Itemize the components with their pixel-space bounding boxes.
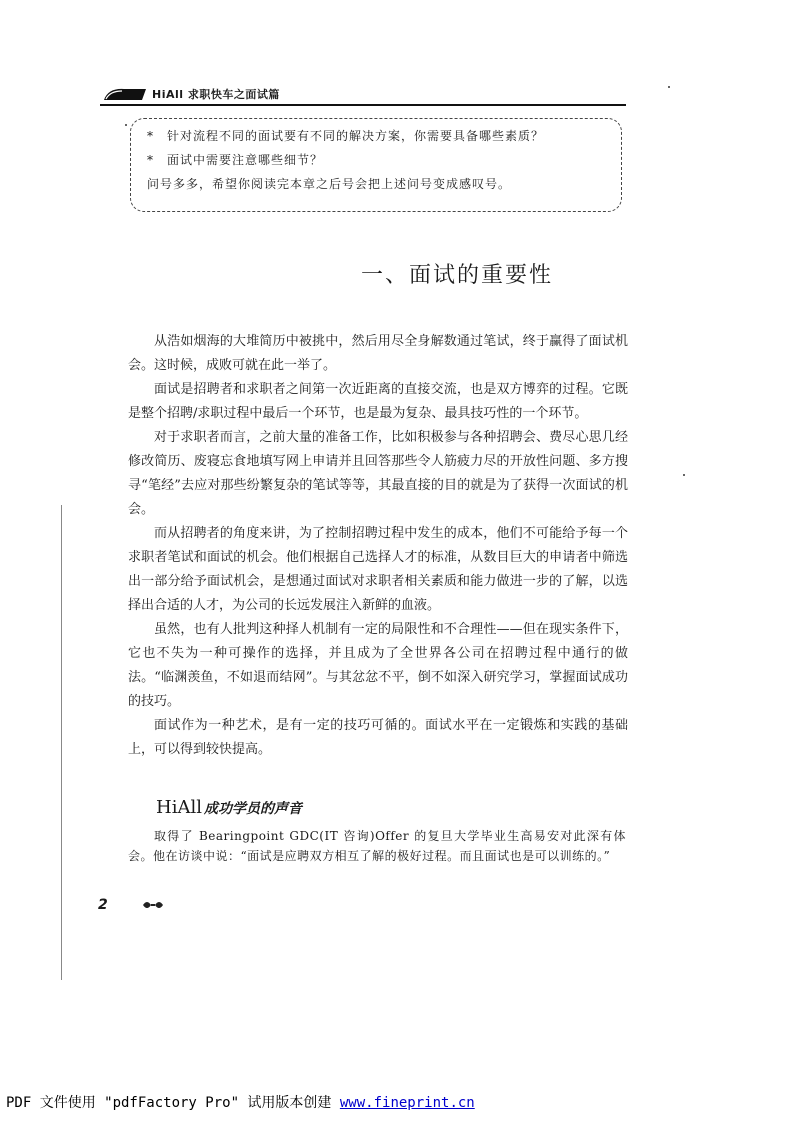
running-header [100,84,626,106]
scan-speck [683,474,685,476]
scan-margin-line [61,505,62,980]
question-item: * 面试中需要注意哪些细节？ [147,153,324,167]
voice-brand: HiAll [156,797,202,818]
page-ornament-icon [142,899,164,911]
voice-heading [156,797,302,818]
paragraph: 面试是招聘者和求职者之间第一次近距离的直接交流，也是双方博弈的过程。它既是整个招聘/求职过程中最后一个环节，也是最为复杂、最具技巧性的一个环节。 [128,382,628,421]
footer-text: PDF 文件使用 "pdfFactory Pro" 试用版本创建 [6,1095,340,1111]
question-item: * 针对流程不同的面试要有不同的解决方案，你需要具备哪些素质？ [147,129,545,143]
voice-text: 取得了 Bearingpoint GDC(IT 咨询)Offer 的复旦大学毕业生高易安对此深有体会。他在访谈中说：“面试是应聘双方相互了解的极好过程。而且面试也是可以训练的。” [128,829,626,863]
voice-title: 成功学员的声音 [203,801,302,817]
question-closing: 问号多多，希望你阅读完本章之后号会把上述问号变成感叹号。 [147,177,512,191]
footer-link[interactable]: www.fineprint.cn [339,1095,475,1111]
question-box [130,118,622,212]
paragraph: 而从招聘者的角度来讲，为了控制招聘过程中发生的成本，他们不可能给予每一个求职者笔试和面试的机会。他们根据自己选择人才的标准，从数目巨大的申请者中筛选出一部分给予面试机会，是想通过面试对求职者相关素质和能力做进一步的了解，以选择出合适的人才，为公司的长远发展注入新鲜的血液。 [128,526,628,613]
section-title: 一、面试的重要性 [360,263,553,288]
page-number: 2 [98,897,108,913]
header-title: HiAll 求职快车之面试篇 [152,88,280,101]
bullet-star: * [147,129,154,143]
paragraph: 对于求职者而言，之前大量的准备工作，比如积极参与各种招聘会、费尽心思几经修改简历、废寝忘食地填写网上申请并且回答那些令人筋疲力尽的开放性问题、多方搜寻“笔经”去应对那些纷繁复杂的笔试等等，其最直接的目的就是为了获得一次面试的机会。 [128,430,628,517]
hiall-logo [102,86,148,102]
paragraph: 从浩如烟海的大堆简历中被挑中，然后用尽全身解数通过笔试，终于赢得了面试机会。这时候，成败可就在此一举了。 [128,334,628,373]
bullet-star: * [147,153,154,167]
body-text [128,330,628,762]
pdf-footer [6,1092,475,1112]
paragraph: 虽然，也有人批判这种择人机制有一定的局限性和不合理性——但在现实条件下，它也不失为一种可操作的选择，并且成为了全世界各公司在招聘过程中通行的做法。“临渊羡鱼，不如退而结网”。与其忿忿不平，倒不如深入研究学习，掌握面试成功的技巧。 [128,622,628,709]
scan-speck [668,86,670,88]
scan-speck [125,124,127,126]
paragraph: 面试作为一种艺术，是有一定的技巧可循的。面试水平在一定锻炼和实践的基础上，可以得到较快提高。 [128,718,628,757]
